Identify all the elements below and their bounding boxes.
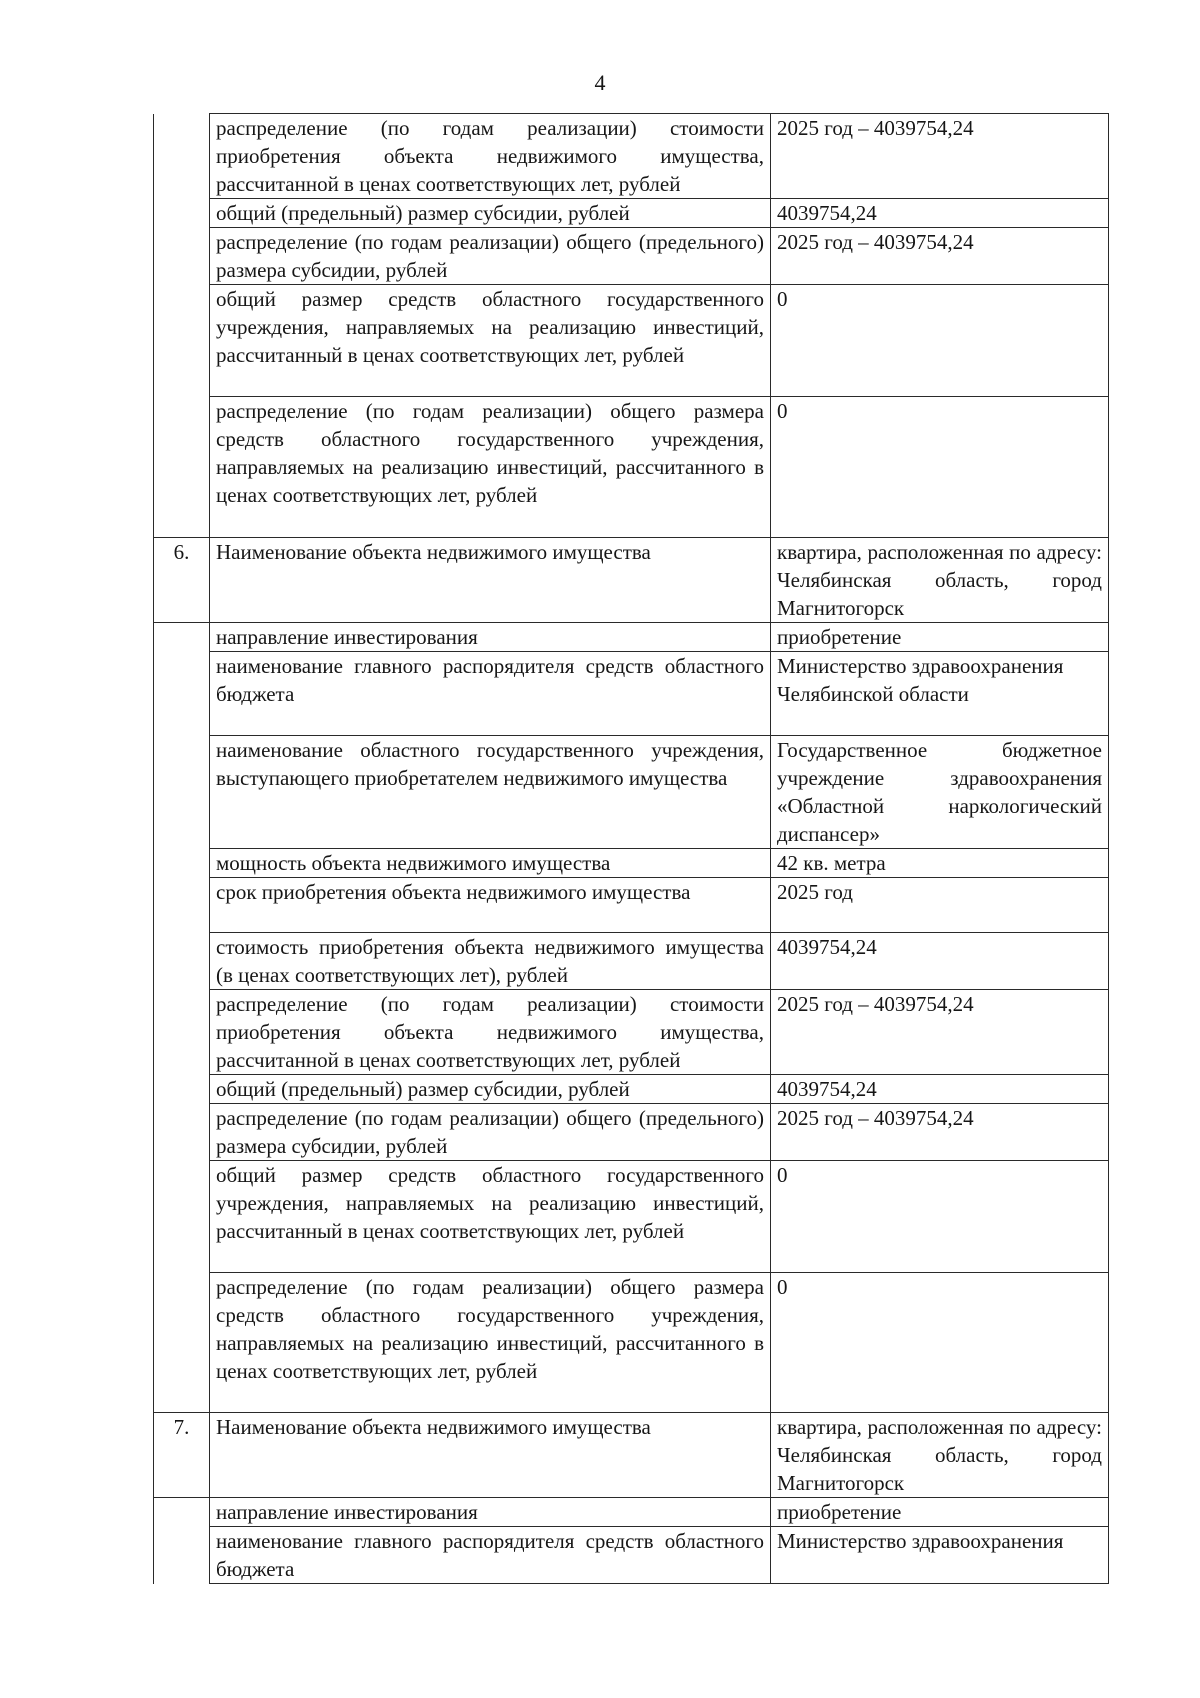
parameter-cell: наименование главного распорядителя средств областного бюджета bbox=[210, 652, 771, 736]
parameter-cell: распределение (по годам реализации) стоимости приобретения объекта недвижимого имущества, рассчитанной в ценах соответствующих лет, рублей bbox=[210, 114, 771, 199]
table-row bbox=[154, 199, 1109, 228]
value-cell: 2025 год – 4039754,24 bbox=[771, 1104, 1109, 1161]
parameter-cell: направление инвестирования bbox=[210, 623, 771, 652]
value-cell: 2025 год – 4039754,24 bbox=[771, 990, 1109, 1075]
row-number bbox=[154, 1527, 210, 1584]
row-number bbox=[154, 933, 210, 990]
value-cell: 2025 год – 4039754,24 bbox=[771, 228, 1109, 285]
parameter-cell: срок приобретения объекта недвижимого имущества bbox=[210, 878, 771, 933]
parameter-cell: наименование главного распорядителя средств областного бюджета bbox=[210, 1527, 771, 1584]
value-cell: приобретение bbox=[771, 623, 1109, 652]
row-number bbox=[154, 623, 210, 652]
table-row bbox=[154, 538, 1109, 623]
value-cell: 4039754,24 bbox=[771, 1075, 1109, 1104]
value-cell: 4039754,24 bbox=[771, 199, 1109, 228]
value-cell: 0 bbox=[771, 397, 1109, 538]
parameter-cell: распределение (по годам реализации) стоимости приобретения объекта недвижимого имущества, рассчитанной в ценах соответствующих лет, рублей bbox=[210, 990, 771, 1075]
row-number bbox=[154, 199, 210, 228]
parameter-cell: распределение (по годам реализации) общего размера средств областного государственного учреждения, направляемых на реализацию инвестиций, рассчитанного в ценах соответствующих лет, рублей bbox=[210, 1273, 771, 1413]
table-row bbox=[154, 1413, 1109, 1498]
table-row bbox=[154, 849, 1109, 878]
row-number bbox=[154, 878, 210, 933]
value-cell: квартира, расположенная по адресу: Челябинская область, город Магнитогорск bbox=[771, 538, 1109, 623]
table-row bbox=[154, 228, 1109, 285]
row-number bbox=[154, 1075, 210, 1104]
value-cell: 2025 год bbox=[771, 878, 1109, 933]
table-row bbox=[154, 1161, 1109, 1273]
table-row bbox=[154, 990, 1109, 1075]
row-number bbox=[154, 1498, 210, 1527]
table-row bbox=[154, 1104, 1109, 1161]
parameter-cell: распределение (по годам реализации) общего размера средств областного государственного учреждения, направляемых на реализацию инвестиций, рассчитанного в ценах соответствующих лет, рублей bbox=[210, 397, 771, 538]
table-row bbox=[154, 736, 1109, 849]
value-cell: 42 кв. метра bbox=[771, 849, 1109, 878]
row-number bbox=[154, 1104, 210, 1161]
parameter-cell: общий размер средств областного государственного учреждения, направляемых на реализацию инвестиций, рассчитанный в ценах соответствующих лет, рублей bbox=[210, 285, 771, 397]
parameter-cell: мощность объекта недвижимого имущества bbox=[210, 849, 771, 878]
row-number bbox=[154, 285, 210, 397]
value-cell: Министерство здравоохранения bbox=[771, 1527, 1109, 1584]
value-cell: 2025 год – 4039754,24 bbox=[771, 114, 1109, 199]
row-number bbox=[154, 114, 210, 199]
value-cell: квартира, расположенная по адресу: Челябинская область, город Магнитогорск bbox=[771, 1413, 1109, 1498]
row-number bbox=[154, 652, 210, 736]
row-number bbox=[154, 1273, 210, 1413]
row-number: 7. bbox=[154, 1413, 210, 1498]
row-number bbox=[154, 1161, 210, 1273]
table-row bbox=[154, 114, 1109, 199]
table-row bbox=[154, 878, 1109, 933]
value-cell: 4039754,24 bbox=[771, 933, 1109, 990]
value-cell: 0 bbox=[771, 285, 1109, 397]
parameter-cell: общий (предельный) размер субсидии, рублей bbox=[210, 1075, 771, 1104]
table-row bbox=[154, 652, 1109, 736]
parameter-cell: распределение (по годам реализации) общего (предельного) размера субсидии, рублей bbox=[210, 1104, 771, 1161]
parameter-cell: Наименование объекта недвижимого имущества bbox=[210, 1413, 771, 1498]
table-row bbox=[154, 1273, 1109, 1413]
table-row bbox=[154, 1075, 1109, 1104]
parameter-cell: наименование областного государственного учреждения, выступающего приобретателем недвижимого имущества bbox=[210, 736, 771, 849]
row-number bbox=[154, 849, 210, 878]
row-number bbox=[154, 990, 210, 1075]
table-row bbox=[154, 1527, 1109, 1584]
table-row bbox=[154, 285, 1109, 397]
value-cell: Государственное бюджетное учреждение здравоохранения «Областной наркологический диспансер» bbox=[771, 736, 1109, 849]
value-cell: 0 bbox=[771, 1273, 1109, 1413]
parameter-cell: стоимость приобретения объекта недвижимого имущества (в ценах соответствующих лет), рублей bbox=[210, 933, 771, 990]
row-number bbox=[154, 736, 210, 849]
investment-table bbox=[153, 113, 1109, 1584]
parameter-cell: общий размер средств областного государственного учреждения, направляемых на реализацию инвестиций, рассчитанный в ценах соответствующих лет, рублей bbox=[210, 1161, 771, 1273]
row-number bbox=[154, 228, 210, 285]
value-cell: 0 bbox=[771, 1161, 1109, 1273]
value-cell: Министерство здравоохранения Челябинской области bbox=[771, 652, 1109, 736]
parameter-cell: распределение (по годам реализации) общего (предельного) размера субсидии, рублей bbox=[210, 228, 771, 285]
parameter-cell: направление инвестирования bbox=[210, 1498, 771, 1527]
row-number bbox=[154, 397, 210, 538]
table-row bbox=[154, 1498, 1109, 1527]
page-number: 4 bbox=[594, 70, 606, 95]
parameter-cell: общий (предельный) размер субсидии, рублей bbox=[210, 199, 771, 228]
row-number: 6. bbox=[154, 538, 210, 623]
table-row bbox=[154, 623, 1109, 652]
parameter-cell: Наименование объекта недвижимого имущества bbox=[210, 538, 771, 623]
value-cell: приобретение bbox=[771, 1498, 1109, 1527]
table-body bbox=[154, 114, 1109, 1584]
table-row bbox=[154, 397, 1109, 538]
table-row bbox=[154, 933, 1109, 990]
